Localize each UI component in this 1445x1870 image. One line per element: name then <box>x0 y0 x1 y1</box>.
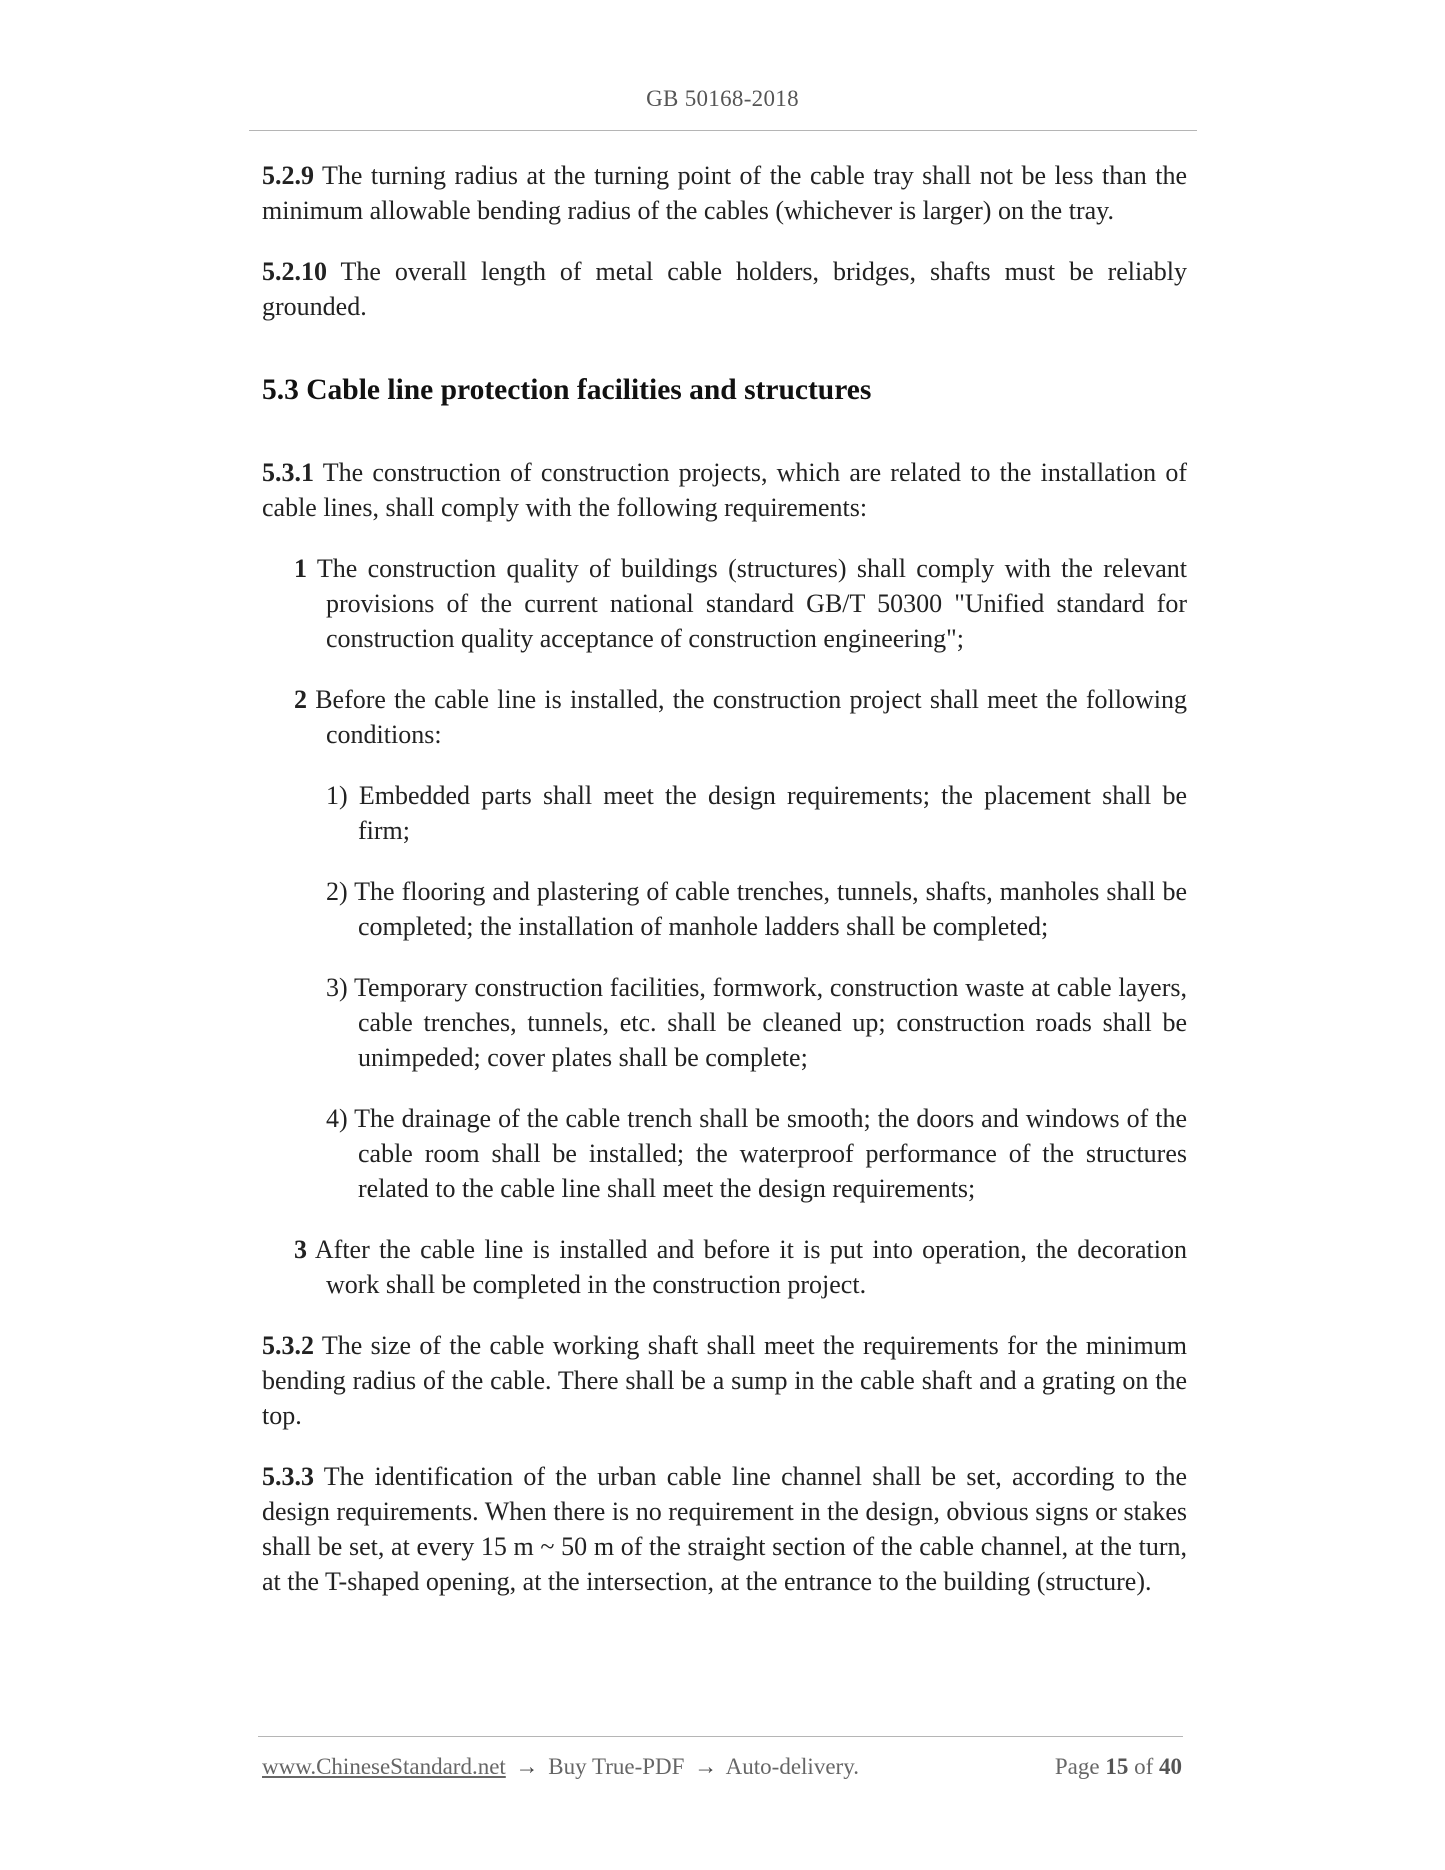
sub-list-item: 3) Temporary construction facilities, formwork, construction waste at cable layers, cable trenches, tunnels, etc. shall be cleaned up; construction roads shall be unimpeded; cover plates shall be complete; <box>326 973 1187 1072</box>
footer-links <box>262 1754 859 1780</box>
chinesestandard-link[interactable]: www.ChineseStandard.net <box>262 1754 506 1779</box>
page-of-label: of <box>1134 1754 1154 1779</box>
sub-list-item: 4) The drainage of the cable trench shall be smooth; the doors and windows of the cable room shall be installed; the waterproof performance of the structures related to the cable line shall meet the design requirements; <box>326 1104 1187 1203</box>
clause-5-3-3 <box>262 1459 1187 1599</box>
clause-number: 5.2.10 <box>262 257 327 286</box>
clause-number: 5.2.9 <box>262 161 314 190</box>
page-label: Page <box>1054 1754 1100 1779</box>
buy-true-pdf-text: Buy True-PDF <box>548 1754 685 1779</box>
section-heading-5-3: 5.3 Cable line protection facilities and structures <box>262 374 872 406</box>
item-number: 3 <box>294 1235 307 1264</box>
auto-delivery-text: Auto-delivery. <box>725 1754 859 1779</box>
item-text: After the cable line is installed and before it is put into operation, the decoration work shall be completed in the construction project. <box>307 1235 1187 1299</box>
clause-number: 5.3.2 <box>262 1331 314 1360</box>
item-text: Before the cable line is installed, the construction project shall meet the following conditions: <box>307 685 1187 749</box>
list-item <box>262 1232 1187 1302</box>
clause-5-3-2 <box>262 1328 1187 1433</box>
clause-text: The identification of the urban cable line channel shall be set, according to the design requirements. When there is no requirement in the design, obvious signs or stakes shall be set, at every 15 m ~ 50 m of the straight section of the cable channel, at the turn, at the T-shaped opening, at the intersection, at the entrance to the building (structure). <box>262 1462 1187 1596</box>
arrow-right-icon: → <box>694 1754 718 1779</box>
list-item <box>262 551 1187 656</box>
page-footer <box>262 1754 1182 1784</box>
clause-5-2-9 <box>262 158 1187 228</box>
clause-text: The overall length of metal cable holders, bridges, shafts must be reliably grounded. <box>262 257 1187 321</box>
document-header-title: GB 50168-2018 <box>646 86 799 111</box>
total-pages: 40 <box>1159 1754 1182 1779</box>
item-number: 1 <box>294 554 307 583</box>
header-divider <box>249 130 1197 131</box>
item-text: The construction quality of buildings (structures) shall comply with the relevant provisions of the current national standard GB/T 50300 "Unified standard for construction quality acceptance of construction engineering"; <box>307 554 1187 653</box>
sub-list-item: 2) The flooring and plastering of cable trenches, tunnels, shafts, manholes shall be completed; the installation of manhole ladders shall be completed; <box>326 877 1187 941</box>
clause-text: The size of the cable working shaft shall meet the requirements for the minimum bending radius of the cable. There shall be a sump in the cable shaft and a grating on the top. <box>262 1331 1187 1430</box>
item-number: 2 <box>294 685 307 714</box>
arrow-right-icon: → <box>515 1754 539 1779</box>
clause-5-3-1 <box>262 455 1187 525</box>
clause-text: The turning radius at the turning point of the cable tray shall not be less than the minimum allowable bending radius of the cables (whichever is larger) on the tray. <box>262 161 1187 225</box>
footer-divider <box>258 1736 1183 1737</box>
clause-5-2-10 <box>262 254 1187 324</box>
page-content <box>262 158 1187 1625</box>
page-number <box>1055 1754 1182 1780</box>
clause-number: 5.3.1 <box>262 458 314 487</box>
clause-number: 5.3.3 <box>262 1462 314 1491</box>
clause-text: The construction of construction projects, which are related to the installation of cable lines, shall comply with the following requirements: <box>262 458 1187 522</box>
current-page: 15 <box>1105 1754 1129 1779</box>
sub-list-item: 1) Embedded parts shall meet the design requirements; the placement shall be firm; <box>326 781 1187 845</box>
list-item <box>262 682 1187 752</box>
